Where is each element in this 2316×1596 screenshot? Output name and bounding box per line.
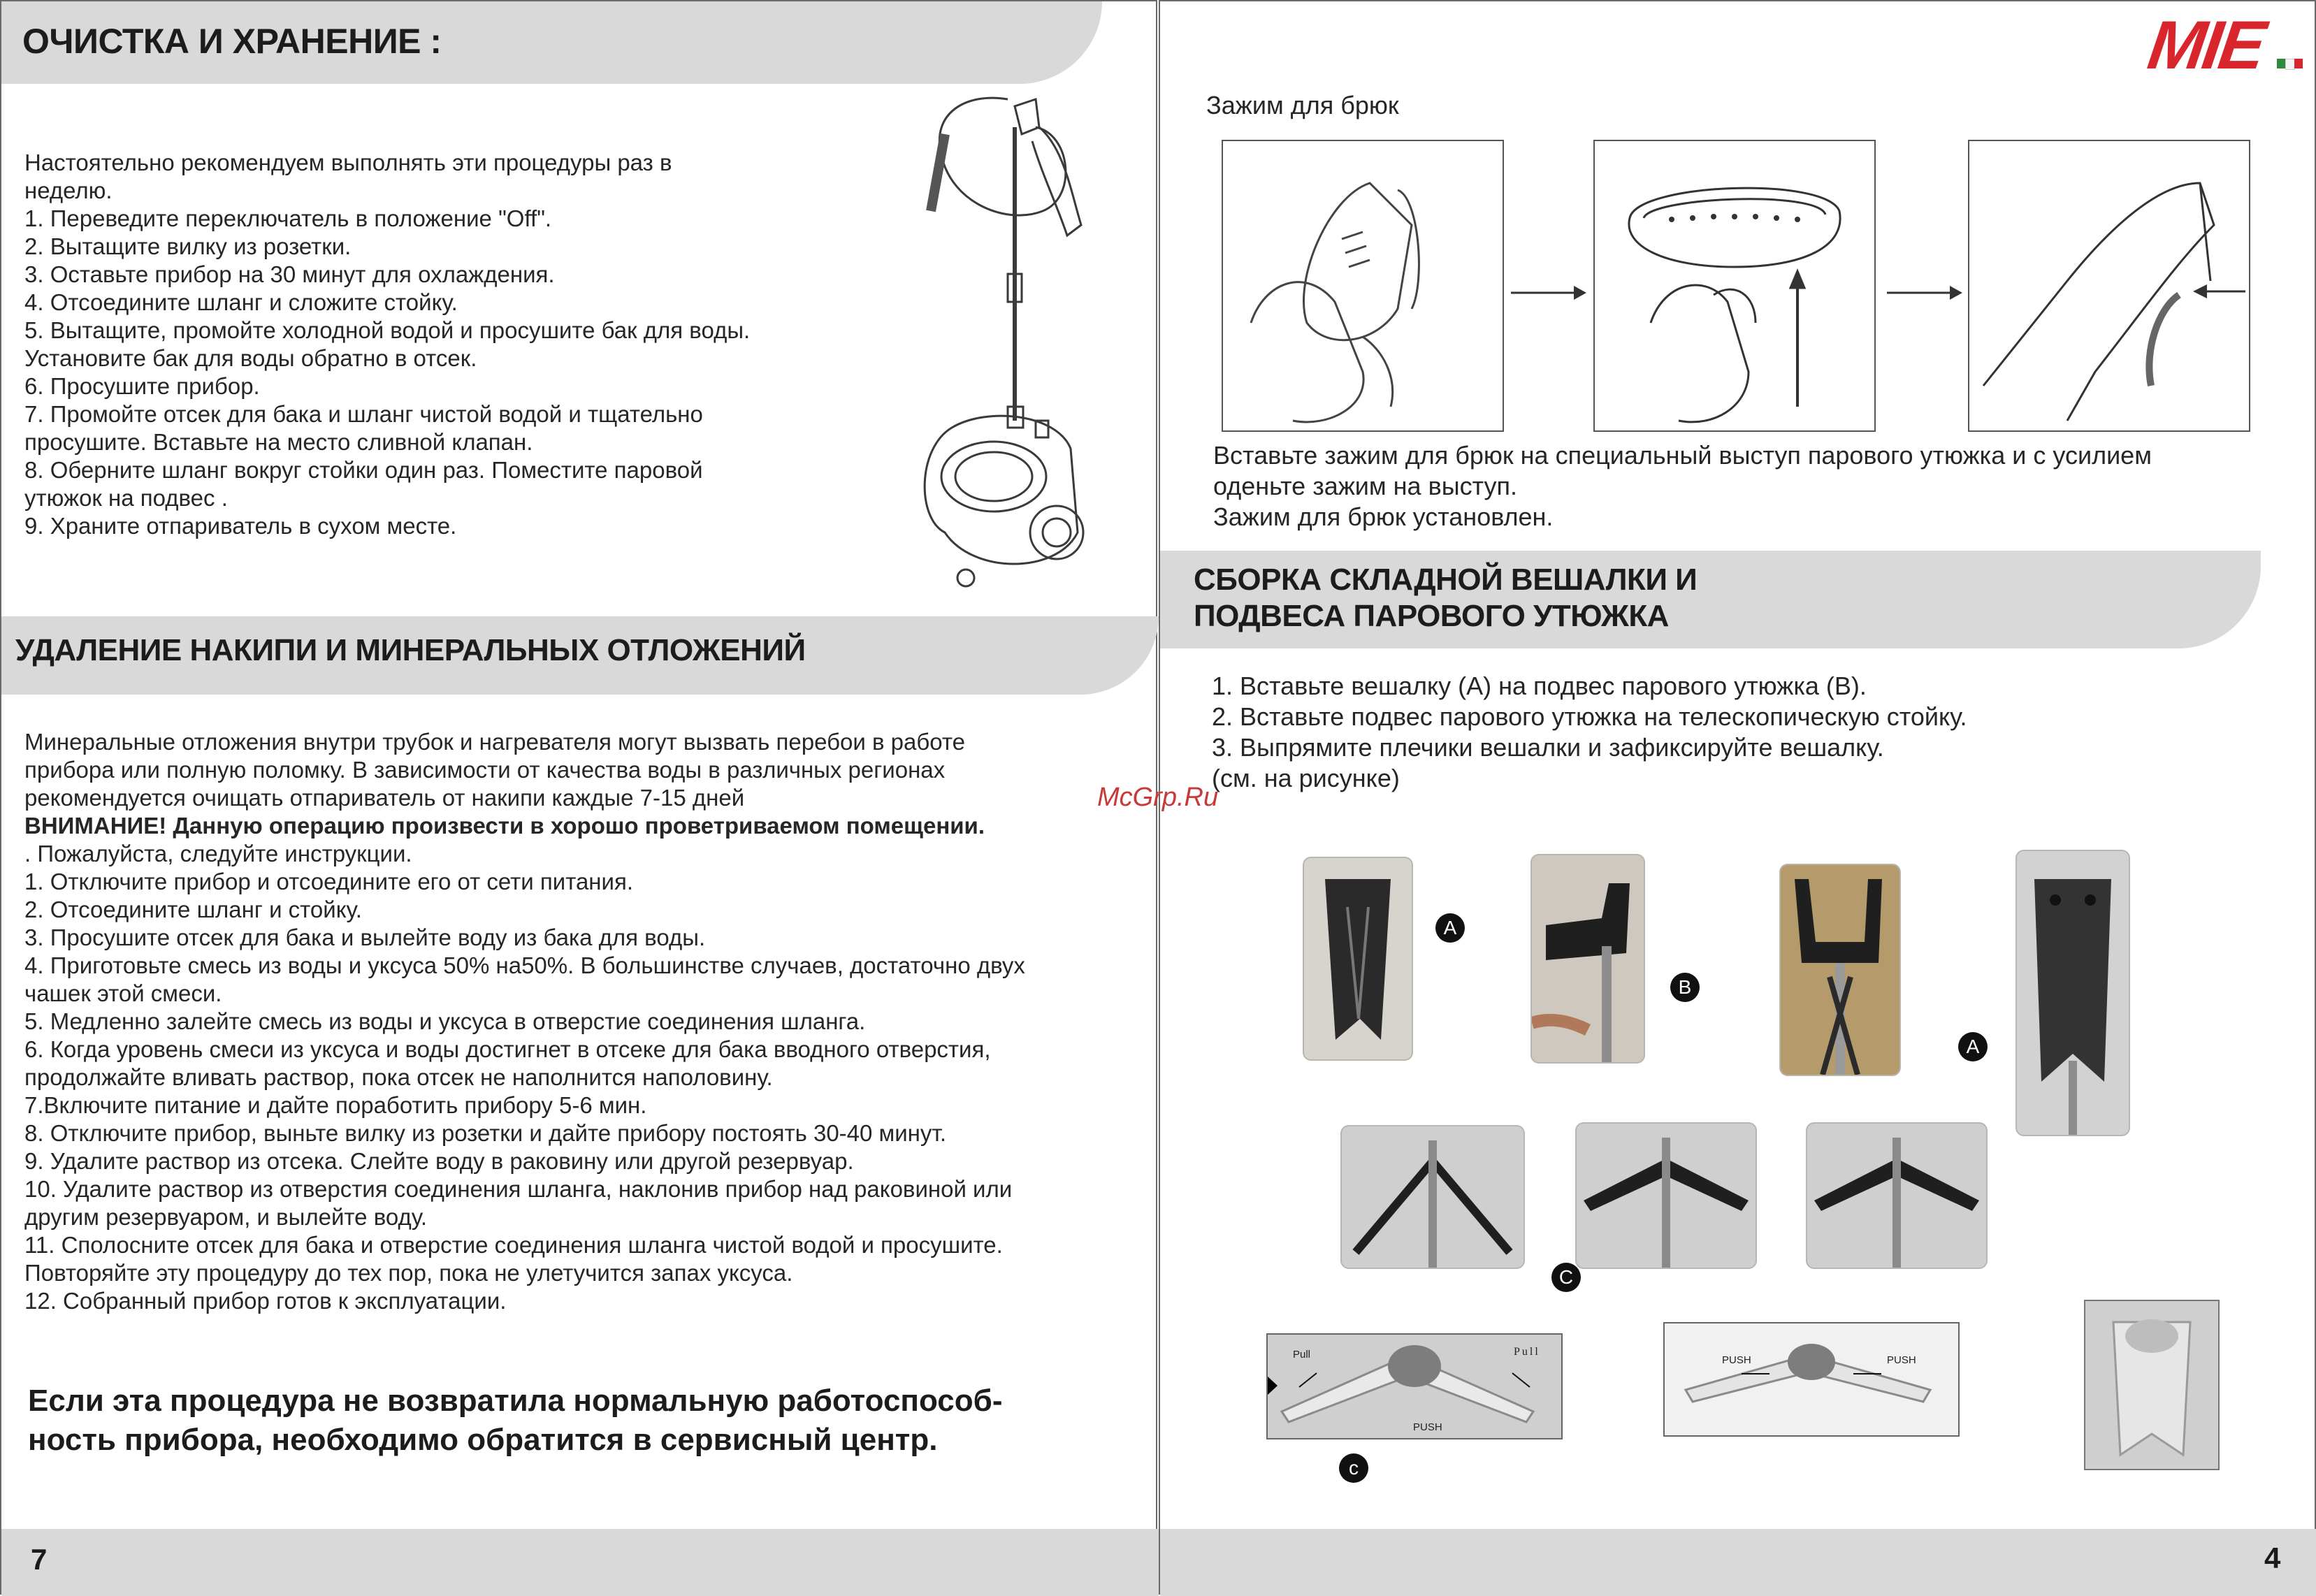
garment-steamer-illustration bbox=[903, 85, 1113, 602]
descaling-step: другим резервуаром, и вылейте воду. bbox=[24, 1204, 428, 1230]
arrow-right-2-icon bbox=[1887, 282, 1964, 303]
assembly-steps bbox=[1212, 671, 1967, 794]
service-center-note bbox=[28, 1381, 1002, 1460]
cleaning-line: 1. Переведите переключатель в положение "Off". bbox=[24, 205, 552, 231]
hanger-pull-diagram bbox=[1266, 1333, 1563, 1439]
clip-instructions bbox=[1213, 440, 2152, 532]
cleaning-line: неделю. bbox=[24, 177, 113, 203]
cleaning-line: просушите. Вставьте на место сливной клапан. bbox=[24, 429, 533, 455]
clip-step-2-frame bbox=[1593, 140, 1876, 432]
clip-in-hand-drawing bbox=[1223, 141, 1503, 430]
descaling-step: продолжайте вливать раствор, пока отсек не наполнится наполовину. bbox=[24, 1064, 773, 1090]
cleaning-line: 9. Храните отпариватель в сухом месте. bbox=[24, 513, 457, 539]
push-label-right: PUSH bbox=[1887, 1354, 1916, 1366]
descaling-step: 2. Отсоедините шланг и стойку. bbox=[24, 897, 362, 922]
hanger-on-pole-photo bbox=[2017, 851, 2129, 1135]
cleaning-title: ОЧИСТКА И ХРАНЕНИЕ : bbox=[22, 22, 442, 61]
cleaning-line: Настоятельно рекомендуем выполнять эти процедуры раз в bbox=[24, 150, 672, 175]
clip-installed-drawing bbox=[1969, 141, 2249, 430]
badge-a-1: A bbox=[1435, 913, 1465, 943]
descaling-step: 12. Собранный прибор готов к эксплуатации. bbox=[24, 1288, 507, 1314]
descaling-intro-line: рекомендуется очищать отпариватель от накипи каждые 7-15 дней bbox=[24, 785, 745, 811]
cleaning-line: 5. Вытащите, промойте холодной водой и просушите бак для воды. bbox=[24, 317, 751, 343]
assembly-step: (см. на рисунке) bbox=[1212, 764, 1400, 792]
logo-flag-red bbox=[2294, 59, 2303, 68]
push-label-left: PUSH bbox=[1722, 1354, 1751, 1366]
descaling-step: 8. Отключите прибор, выньте вилку из розетки и дайте прибору постоять 30-40 минут. bbox=[24, 1120, 947, 1146]
descaling-step: Повторяйте эту процедуру до тех пор, пока не улетучится запах уксуса. bbox=[24, 1260, 793, 1286]
descaling-intro bbox=[24, 728, 965, 812]
descaling-step: 9. Удалите раствор из отсека. Слейте воду в раковину или другой резервуар. bbox=[24, 1148, 854, 1174]
descaling-step: чашек этой смеси. bbox=[24, 980, 222, 1006]
clip-text-line: Зажим для брюк установлен. bbox=[1213, 502, 1554, 531]
cleaning-line: 2. Вытащите вилку из розетки. bbox=[24, 233, 352, 259]
clip-step-1-frame bbox=[1222, 140, 1504, 432]
descaling-step: 6. Когда уровень смеси из уксуса и воды достигнет в отсеке для бака вводного отверстия, bbox=[24, 1036, 991, 1062]
descaling-intro-line: Минеральные отложения внутри трубок и нагревателя могут вызвать перебои в работе bbox=[24, 729, 965, 755]
descaling-intro-line: прибора или полную поломку. В зависимости от качества воды в различных регионах bbox=[24, 757, 946, 783]
badge-c-upper: C bbox=[1551, 1263, 1581, 1292]
cleaning-line: 4. Отсоедините шланг и сложите стойку. bbox=[24, 289, 458, 315]
cleaning-line: 3. Оставьте прибор на 30 минут для охлаждения. bbox=[24, 261, 555, 287]
cleaning-steps bbox=[24, 149, 750, 540]
arrow-right-1-icon bbox=[1511, 282, 1588, 303]
page-number-left: 7 bbox=[31, 1543, 48, 1576]
logo-flag-green bbox=[2277, 59, 2285, 68]
descaling-step: 5. Медленно залейте смесь из воды и уксуса в отверстие соединения шланга. bbox=[24, 1008, 866, 1034]
descaling-step: 7.Включите питание и дайте поработить прибору 5-6 мин. bbox=[24, 1092, 647, 1118]
hanger-open-photo-2 bbox=[1807, 1124, 1986, 1268]
pull-label-left: Pull bbox=[1293, 1349, 1311, 1361]
badge-c-lower: c bbox=[1339, 1453, 1368, 1483]
steamer-head-drawing bbox=[1595, 141, 1874, 430]
left-page bbox=[0, 0, 1157, 1595]
mie-logo: MIE bbox=[2143, 6, 2268, 83]
cleaning-line: 6. Просушите прибор. bbox=[24, 373, 260, 399]
cleaning-line: 7. Промойте отсек для бака и шланг чистой водой и тщательно bbox=[24, 401, 703, 427]
hook-on-pole-photo bbox=[1781, 865, 1899, 1075]
clip-step-3-frame bbox=[1968, 140, 2250, 432]
cleaning-line: Установите бак для воды обратно в отсек. bbox=[24, 345, 477, 371]
badge-b: B bbox=[1670, 973, 1700, 1002]
descaling-step: 1. Отключите прибор и отсоедините его от сети питания. bbox=[24, 869, 633, 894]
hanger-open-photo-1 bbox=[1577, 1124, 1756, 1268]
left-footer-band bbox=[1, 1529, 1159, 1596]
assembly-title-line-2: ПОДВЕСА ПАРОВОГО УТЮЖКА bbox=[1194, 599, 1669, 633]
descaling-step: 3. Просушите отсек для бака и вылейте воду из бака для воды. bbox=[24, 924, 706, 950]
assembly-step: 3. Выпрямите плечики вешалки и зафиксируйте вешалку. bbox=[1212, 733, 1884, 762]
descaling-title: УДАЛЕНИЕ НАКИПИ И МИНЕРАЛЬНЫХ ОТЛОЖЕНИЙ bbox=[15, 633, 806, 667]
folded-hanger-diagram bbox=[2084, 1300, 2220, 1470]
push-label: PUSH bbox=[1413, 1421, 1442, 1433]
hanger-photo-a bbox=[1304, 858, 1412, 1059]
badge-a-2: A bbox=[1958, 1032, 1988, 1061]
descaling-step: 4. Приготовьте смесь из воды и уксуса 50% на50%. В большинстве случаев, достаточно двух bbox=[24, 952, 1025, 978]
page-number-right: 4 bbox=[2264, 1541, 2281, 1574]
descaling-steps bbox=[24, 840, 1025, 1315]
clip-text-line: оденьте зажим на выступ. bbox=[1213, 472, 1517, 500]
assembly-step: 2. Вставьте подвес парового утюжка на телескопическую стойку. bbox=[1212, 702, 1967, 731]
descaling-warning: ВНИМАНИЕ! Данную операцию произвести в хорошо проветриваемом помещении. bbox=[24, 813, 985, 839]
pull-label-right: Pull bbox=[1514, 1346, 1540, 1358]
final-note-line: ность прибора, необходимо обратится в сервисный центр. bbox=[28, 1423, 938, 1457]
cleaning-line: утюжок на подвес . bbox=[24, 485, 228, 511]
trouser-clip-caption: Зажим для брюк bbox=[1206, 91, 1399, 119]
descaling-step: . Пожалуйста, следуйте инструкции. bbox=[24, 841, 412, 866]
hanger-folding-photo bbox=[1342, 1126, 1524, 1268]
watermark: McGrp.Ru bbox=[1097, 783, 1219, 812]
assembly-step: 1. Вставьте вешалку (A) на подвес парового утюжка (B). bbox=[1212, 672, 1867, 700]
descaling-step: 10. Удалите раствор из отверстия соединения шланга, наклонив прибор над раковиной или bbox=[24, 1176, 1013, 1202]
right-footer-band bbox=[1160, 1529, 2316, 1596]
cleaning-line: 8. Оберните шланг вокруг стойки один раз. Поместите паровой bbox=[24, 457, 703, 483]
hook-photo-b bbox=[1532, 855, 1644, 1062]
assembly-title-line-1: СБОРКА СКЛАДНОЙ ВЕШАЛКИ И bbox=[1194, 563, 1698, 597]
right-page bbox=[1097, 0, 2316, 1595]
assembly-title bbox=[1194, 562, 1697, 634]
clip-text-line: Вставьте зажим для брюк на специальный выступ парового утюжка и с усилием bbox=[1213, 441, 2152, 470]
hanger-push-diagram bbox=[1663, 1322, 1960, 1437]
logo-flag-white bbox=[2285, 59, 2295, 70]
final-note-line: Если эта процедура не возвратила нормальную работоспособ- bbox=[28, 1384, 1003, 1418]
descaling-step: 11. Сполосните отсек для бака и отверстие соединения шланга чистой водой и просушите. bbox=[24, 1232, 1003, 1258]
